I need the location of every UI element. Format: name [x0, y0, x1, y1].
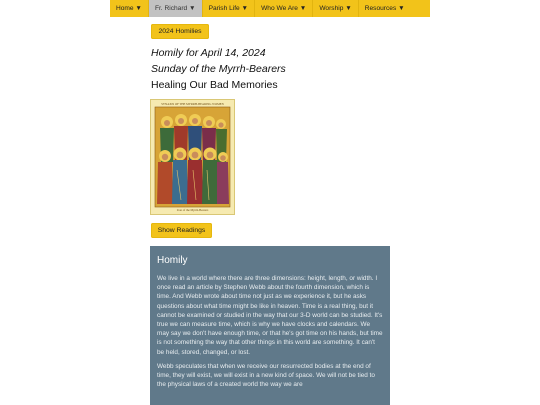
homily-paragraph: Webb speculates that when we receive our resurrected bodies at the end of time, they will exist, we will exist in a new kind of space. We will not be tied to the physical laws of a created world the way we are	[157, 362, 375, 389]
feast-name: Sunday of the Myrrh-Bearers	[151, 63, 286, 75]
show-readings-button[interactable]: Show Readings	[151, 223, 212, 238]
homilies-archive-button[interactable]: 2024 Homilies	[151, 24, 209, 39]
nav-resources[interactable]: Resources ▼	[364, 5, 405, 12]
nav-home[interactable]: Home ▼	[110, 0, 149, 17]
nav-parish-life[interactable]: Parish Life ▼	[203, 0, 256, 17]
nav-worship[interactable]: Worship ▼	[313, 0, 358, 17]
main-navbar	[110, 0, 430, 17]
nav-fr-richard[interactable]: Fr. Richard ▼	[149, 0, 203, 17]
homily-title: Healing Our Bad Memories	[151, 79, 278, 91]
icon-caption-top: SYNAXIS OF THE MYRRH-BEARING WOMEN	[161, 102, 224, 106]
icon-painting	[151, 100, 234, 214]
nav-who-we-are[interactable]: Who We Are ▼	[255, 0, 313, 17]
myrrh-bearers-icon-image	[150, 99, 235, 215]
homily-heading: Homily	[157, 255, 188, 266]
icon-caption-bottom: Icon of the Myrrh-Bearers	[176, 208, 209, 212]
homily-panel	[150, 246, 390, 405]
homily-date: Homily for April 14, 2024	[151, 47, 266, 59]
homily-paragraph: We live in a world where there are three dimensions: height, length, or width. I once read an article by Stephen Webb about the fourth dimension, which is time. And Webb wrote about time not just as we experience it, but he asks questions about what time might be like in heaven. Time is a real thing, but it cannot be examined or studied in the way that our 3-D world can be studied. It's true we can measure time, which is why we have clocks and calendars. We may say we don't have enough time, or that he's got time on his hands, but time is not something the way that other things in this world are something. It can't be held, stored, changed, or lost.	[157, 275, 383, 356]
